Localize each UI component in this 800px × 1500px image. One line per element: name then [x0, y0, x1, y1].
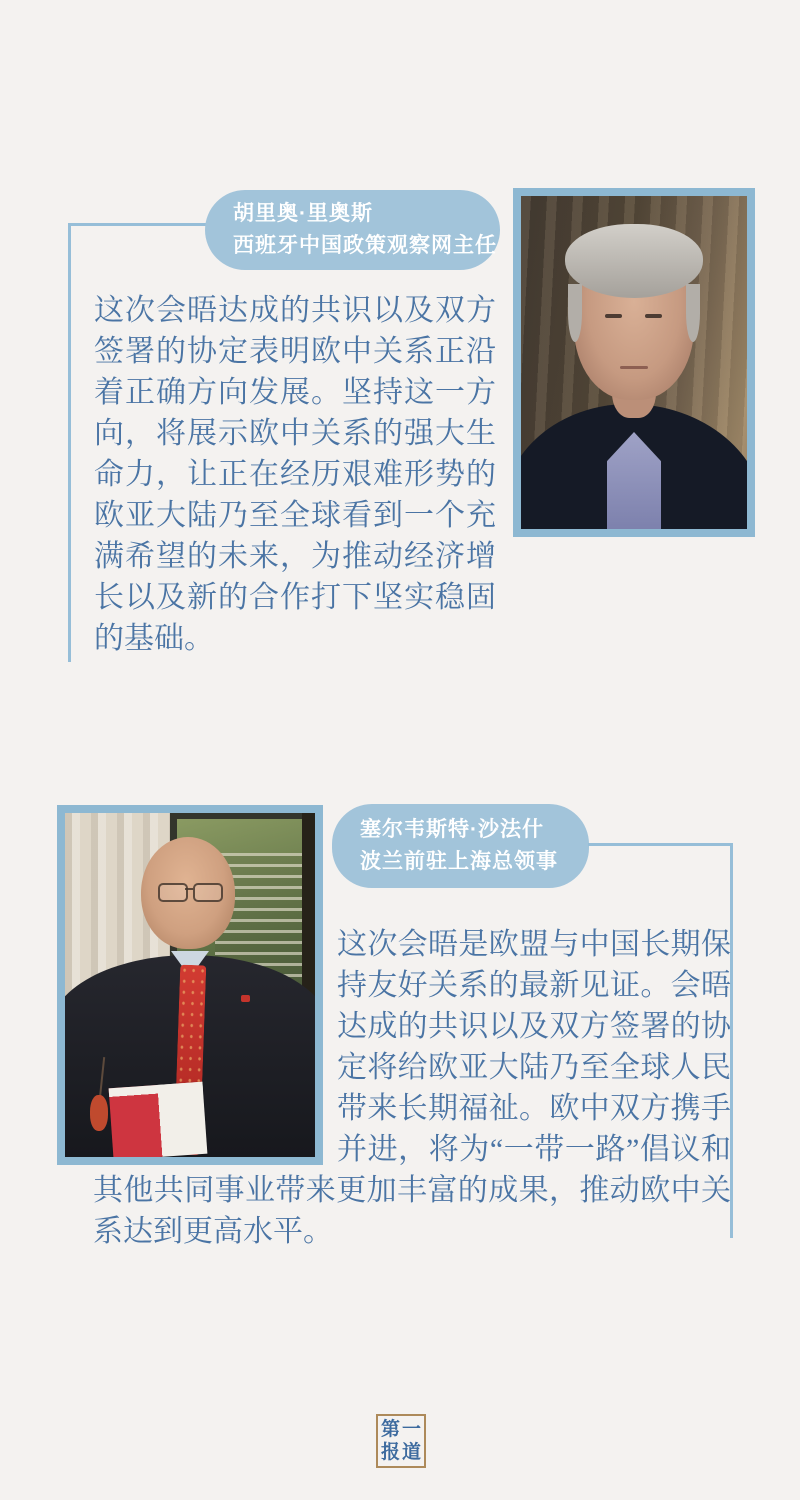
quote-text-2 — [93, 924, 731, 1252]
logo-line-1: 第一 — [380, 1419, 423, 1440]
portrait-1 — [521, 196, 747, 529]
speaker-title-2: 波兰前驻上海总领事 — [360, 850, 558, 873]
quote-text-1: 这次会晤达成的共识以及双方签署的协定表明欧中关系正沿着正确方向发展。坚持这一方向，将展示欧中关系的强大生命力，让正在经历艰难形势的欧亚大陆乃至全球看到一个充满希望的未来，为推动经济增长以及新的合作打下坚实稳固的基础。 — [94, 294, 496, 655]
portrait1-sideburn-left — [568, 284, 582, 342]
speaker-name-2: 塞尔韦斯特·沙法什 — [360, 818, 544, 841]
portrait1-mouth — [620, 366, 648, 369]
speaker-name-1: 胡里奥·里奥斯 — [233, 202, 373, 225]
portrait1-eye-left — [605, 314, 622, 318]
speaker-photo-1 — [513, 188, 755, 537]
portrait1-sideburn-right — [686, 284, 700, 342]
portrait2-glasses-bridge — [185, 888, 193, 890]
diyi-baodao-logo — [376, 1414, 426, 1468]
connector-line-horizontal-1 — [68, 223, 208, 226]
logo-line-2: 报道 — [380, 1442, 423, 1463]
portrait1-eye-right — [645, 314, 662, 318]
speaker-badge-2 — [332, 804, 589, 888]
portrait2-glasses-left-lens — [158, 883, 188, 902]
quote-text-2-content: 这次会晤是欧盟与中国长期保持友好关系的最新见证。会晤达成的共识以及双方签署的协定将给欧亚大陆乃至全球人民带来长期福祉。欧中双方携手并进，将为“一带一路”倡议和其他共同事业带来更加丰富的成果，推动欧中关系达到更高水平。 — [93, 928, 731, 1248]
portrait1-hair — [565, 224, 703, 298]
speaker-title-1: 西班牙中国政策观察网主任 — [233, 234, 497, 257]
speaker-badge-1 — [205, 190, 500, 270]
portrait2-glasses-right-lens — [193, 883, 223, 902]
connector-line-vertical-1 — [68, 223, 71, 662]
connector-line-horizontal-2 — [588, 843, 733, 846]
photo-wrap-spacer — [93, 924, 337, 1170]
